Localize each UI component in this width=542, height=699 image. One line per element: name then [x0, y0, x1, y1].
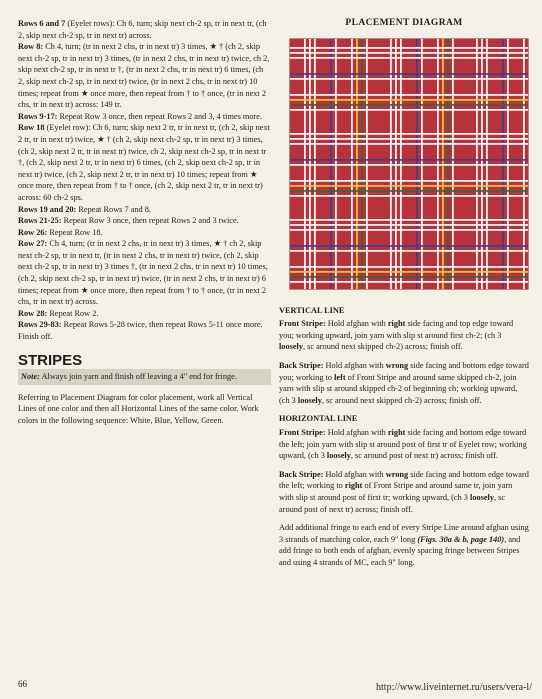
row-instruction: Row 26: Repeat Row 18. — [18, 227, 103, 237]
plaid-horizontal-line — [290, 57, 528, 59]
horizontal-line-heading: HORIZONTAL LINE — [279, 414, 358, 424]
plaid-horizontal-line — [290, 250, 528, 252]
plaid-horizontal-line — [290, 143, 528, 145]
note-bar — [18, 369, 271, 385]
row-instruction: Row 18 (Eyelet row): Ch 6, turn; skip next 2 tr, tr in next tr, (ch 2, skip next 2 tr, tr in next tr) twice, ★ † (ch 2, skip next ch-2 sp, tr in next tr) 3 times, (ch 2, skip next 2 tr, tr in next tr) twice, ch 2, skip next ch-2 sp, tr in next tr †, (ch 2, skip next 2 tr, tr in next tr) 6 times, (ch 2, skip next ch-2 sp, tr in next tr) twice, (ch 2, skip next 2 tr, tr in next tr) 10 times; repeat from ★ once more, then repeat from † to † once, (ch 2, skip next 2 tr, tr in next tr) across: 60 ch-2 sps. — [18, 123, 270, 202]
vertical-front-stripe: Front Stripe: Hold afghan with right side facing and top edge toward you; working upward, join yarn with slip st around first ch-2; (ch 3 loosely, sc around next skipped ch-2) across; finish off. — [279, 319, 514, 352]
placement-diagram-title: PLACEMENT DIAGRAM — [345, 18, 463, 28]
plaid-horizontal-line — [290, 219, 528, 221]
row-instruction: Rows 21-25: Repeat Row 3 once, then repeat Rows 2 and 3 twice. — [18, 216, 239, 226]
instructions-column-left — [18, 18, 271, 436]
row-instruction: Rows 9-17: Repeat Row 3 once, then repeat Rows 2 and 3, 4 times more. — [18, 111, 263, 121]
plaid-horizontal-line — [290, 185, 528, 187]
plaid-horizontal-line — [290, 109, 528, 111]
stripes-heading: STRIPES — [18, 351, 83, 369]
instructions-column-right — [279, 18, 529, 568]
row-instruction: Row 8: Ch 4, turn; (tr in next 2 chs, tr in next tr) 3 times, ★ † (ch 2, skip next ch-2 sp, tr in next tr) 3 times, (tr in next 2 chs, tr in next tr) twice, ch 2, skip next ch-2 sp, tr in next tr †, (tr in next 2 chs, tr in next tr) 6 times, (ch 2, skip next ch-2 sp, tr in next tr) twice, (tr in next 2 chs, tr in next tr) 10 times; repeat from ★ once more, then repeat from † to † once, (tr in next 2 chs, tr in next tr) across: 149 tr. — [18, 42, 270, 110]
plaid-horizontal-line — [290, 73, 528, 75]
rows-list — [18, 18, 271, 343]
vertical-back-stripe: Back Stripe: Hold afghan with wrong side facing and bottom edge toward you; working to left of Front Stripe and around same skipped ch-2, join yarn with slip st around skipped ch-2 of beginning ch; working upward, (ch 3 loosely, sc around next skipped ch-2) across; finish off. — [279, 360, 529, 405]
row-instruction: Rows 29-83: Repeat Rows 5-28 twice, then repeat Rows 5-11 once more. Finish off. — [18, 320, 263, 342]
fringe-instructions: Add additional fringe to each end of every Stripe Line around afghan using 3 strands of matching color, each 9" long (Figs. 30a & b, page 140), and add fringe to both ends of afghan, evenly spacing fringe between Stripes and using 4 strands of MC, each 9" long. — [279, 523, 529, 567]
row-instruction: Row 27: Ch 4, turn; (tr in next 2 chs, tr in next tr) 3 times, ★ † ch 2, skip next ch-2 sp, tr in next tr, (tr in next 2 chs, tr in next tr) twice, (ch 2, skip next ch-2 sp, tr in next tr) 3 times †, (tr in next 2 chs, tr in next tr) 10 times, (ch 2, skip next ch-2 sp, tr in next tr) twice, (tr in next 2 chs, tr in next tr) 6 times; repeat from ★ once more, then repeat from † to † once, (tr in next 2 chs, tr in next tr) across. — [18, 239, 268, 307]
plaid-horizontal-line — [290, 271, 528, 273]
placement-diagram — [290, 39, 528, 289]
stripes-body: Referring to Placement Diagram for color placement, work all Vertical Lines of one color and then all Horizontal Lines of the same color. Work colors in the following sequence: White, Blue, Yellow, Green. — [18, 392, 259, 425]
vertical-line-heading: VERTICAL LINE — [279, 305, 345, 315]
note-label: Note: — [21, 372, 40, 382]
plaid-horizontal-line — [290, 281, 528, 283]
row-instruction: Row 28: Repeat Row 2. — [18, 308, 99, 318]
plaid-horizontal-line — [290, 99, 528, 101]
horizontal-back-stripe: Back Stripe: Hold afghan with wrong side facing and bottom edge toward the left; working to right of Front Stripe and around same tr, join yarn with slip st around post of first tr; working upward, (ch 3 loosely, sc around post of next tr) across; finish off. — [279, 469, 529, 514]
plaid-horizontal-line — [290, 52, 528, 54]
plaid-horizontal-line — [290, 78, 528, 80]
plaid-horizontal-line — [290, 180, 528, 182]
plaid-horizontal-line — [290, 47, 528, 49]
plaid-horizontal-line — [290, 195, 528, 197]
plaid-horizontal-line — [290, 138, 528, 140]
plaid-horizontal-line — [290, 104, 528, 106]
plaid-horizontal-line — [290, 159, 528, 161]
plaid-horizontal-line — [290, 266, 528, 268]
note-text: Always join yarn and finish off leaving a 4" end for fringe. — [39, 372, 237, 382]
plaid-horizontal-line — [290, 229, 528, 231]
horizontal-front-stripe: Front Stripe: Hold afghan with right side facing and bottom edge toward the left; join yarn with slip st around post of first tr of Eyelet row; working upward, (ch 3 loosely, sc around post of next tr) across; finish off. — [279, 427, 527, 461]
plaid-horizontal-line — [290, 224, 528, 226]
plaid-horizontal-line — [290, 190, 528, 192]
row-instruction: Rows 19 and 20: Repeat Rows 7 and 8. — [18, 204, 151, 214]
watermark-url: http://www.liveinternet.ru/users/vera-l/ — [376, 682, 532, 693]
plaid-horizontal-line — [290, 94, 528, 96]
page-number: 66 — [18, 679, 27, 689]
plaid-diagram-graphic — [290, 39, 528, 289]
plaid-horizontal-line — [290, 245, 528, 247]
row-instruction: Rows 6 and 7 (Eyelet rows): Ch 6, turn; skip next ch-2 sp, tr in next tr, (ch 2, skip next ch-2 sp, tr in next tr) across. — [18, 19, 267, 40]
plaid-horizontal-line — [290, 276, 528, 278]
plaid-horizontal-line — [290, 133, 528, 135]
plaid-horizontal-line — [290, 164, 528, 166]
